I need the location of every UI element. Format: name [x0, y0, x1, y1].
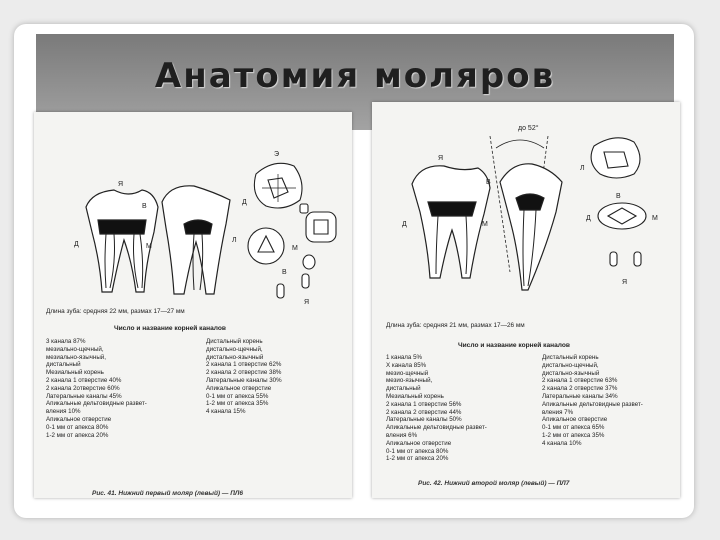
text-line: X канала 85%: [386, 361, 427, 369]
label-m-section: М: [292, 245, 298, 252]
text-line: мезиально-язычный,: [46, 353, 106, 361]
text-line: Латеральные каналы 45%: [46, 392, 122, 400]
label-ya: Я: [438, 155, 444, 162]
text-line: 4 канала 15%: [206, 408, 246, 416]
label-v-section: В: [616, 193, 621, 200]
text-line: вления 6%: [386, 431, 418, 439]
text-line: Дистальный корень: [206, 338, 263, 345]
text-line: 3 канала 87%: [46, 338, 86, 345]
tooth-length-text: Длина зуба: средняя 22 мм, размах 17—27 мм: [46, 308, 185, 315]
molar-exterior-drawing: [162, 186, 230, 294]
text-line: 0-1 мм от апекса 80%: [46, 423, 109, 431]
text-line: 2 канала 2 отверстие 38%: [206, 369, 282, 377]
text-line: 1-2 мм от апекса 20%: [46, 431, 109, 439]
text-line: Апикальные дельтовидные развет-: [542, 400, 643, 408]
text-line: Латеральные каналы 50%: [386, 416, 462, 424]
label-l: Л: [580, 165, 585, 172]
text-line: Латеральные каналы 30%: [206, 376, 282, 384]
text-line: дистально-щечный,: [542, 361, 599, 369]
text-line: Апикальное отверстие: [46, 415, 112, 423]
left-scan-page: [34, 112, 352, 498]
molar-exterior-drawing: [500, 164, 562, 290]
second-molar-illustration: [372, 102, 680, 298]
molar-section-drawing: [412, 166, 490, 278]
text-line: вления 7%: [542, 408, 574, 416]
text-line: 2 канала 2отверстие 60%: [46, 384, 120, 392]
label-ya: Я: [118, 181, 124, 188]
text-line: дистальный: [386, 385, 421, 393]
molar-section-drawing: [86, 190, 158, 292]
label-v: В: [142, 203, 147, 210]
text-line: 2 канала 2 отверстие 37%: [542, 385, 618, 393]
text-line: 1-2 мм от апекса 20%: [386, 455, 449, 463]
label-v-section: В: [282, 269, 287, 276]
text-line: Латеральные каналы 34%: [542, 392, 618, 400]
text-line: Апикальное отверстие: [386, 439, 452, 447]
label-l: Л: [232, 237, 237, 244]
right-scan-page: [372, 102, 680, 498]
canal-column-right: [542, 354, 678, 463]
text-line: 2 канала 1 отверстие 56%: [386, 400, 462, 408]
label-ya-section: Я: [304, 299, 310, 306]
text-line: мезио-щечный: [386, 369, 429, 377]
label-m: М: [482, 221, 488, 228]
text-line: Апикальное отверстие: [206, 384, 272, 392]
canal-column-left: [46, 338, 206, 439]
text-line: 2 канала 1 отверстие 40%: [46, 376, 122, 384]
root-cross-sections: [598, 203, 646, 266]
label-d: Д: [402, 221, 407, 228]
canal-statistics-columns: [386, 354, 678, 463]
root-canals-subheading: Число и название корней каналов: [114, 325, 226, 332]
tooth-length-text: Длина зуба: средняя 21 мм, размах 17—26 мм: [386, 322, 525, 329]
label-m-section: М: [652, 215, 658, 222]
label-ya-section: Я: [622, 279, 628, 286]
figure-caption: Рис. 41. Нижний первый моляр (левый) — ПЛ6: [92, 490, 243, 497]
slide-title: Анатомия моляров: [154, 56, 556, 96]
text-line: 1-2 мм от апекса 35%: [542, 431, 605, 439]
label-d-section: Д: [586, 215, 591, 222]
text-line: 2 канала 1 отверстие 63%: [542, 377, 618, 385]
text-line: 0-1 мм от апекса 65%: [542, 424, 605, 432]
text-line: мезиально-щечный,: [46, 345, 104, 353]
label-e: Э: [274, 151, 280, 158]
first-molar-illustration: [34, 112, 352, 306]
text-line: 2 канала 1 отверстие 62%: [206, 361, 282, 369]
text-line: дистально-язычный: [542, 369, 600, 377]
text-line: вления 10%: [46, 408, 81, 416]
label-m: М: [146, 243, 152, 250]
label-angle: до 52°: [518, 125, 539, 132]
text-line: Апикальные дельтовидные развет-: [386, 424, 487, 432]
canal-column-right: [206, 338, 346, 439]
canal-statistics-columns: [46, 338, 346, 439]
text-line: Апикальные дельтовидные развет-: [46, 400, 147, 408]
figure-caption: Рис. 42. Нижний второй моляр (левый) — ПЛ7: [418, 480, 570, 487]
slide: [14, 24, 694, 518]
text-line: 0-1 мм от апекса 55%: [206, 392, 269, 400]
text-line: 0-1 мм от апекса 80%: [386, 447, 449, 455]
text-line: Дистальный корень: [542, 354, 599, 361]
text-line: Мезиальный корень: [46, 369, 104, 377]
occlusal-view-drawing: [591, 138, 640, 178]
label-v: В: [486, 179, 491, 186]
text-line: мезио-язычный,: [386, 377, 433, 385]
label-d: Д: [74, 241, 79, 248]
text-line: дистально-язычный: [206, 353, 264, 361]
canal-column-left: [386, 354, 542, 463]
text-line: Мезиальный корень: [386, 392, 444, 400]
text-line: 2 канала 2 отверстие 44%: [386, 408, 462, 416]
text-line: 1-2 мм от апекса 35%: [206, 400, 269, 408]
occlusal-view-drawing: [254, 163, 302, 208]
label-d-occlusal: Д: [242, 199, 247, 206]
root-canals-subheading: Число и название корней каналов: [458, 342, 570, 349]
text-line: 1 канала 5%: [386, 354, 423, 361]
text-line: дистально-щечный,: [206, 345, 263, 353]
text-line: дистальный: [46, 361, 81, 369]
text-line: Апикальное отверстие: [542, 416, 608, 424]
text-line: 4 канала 10%: [542, 439, 582, 447]
